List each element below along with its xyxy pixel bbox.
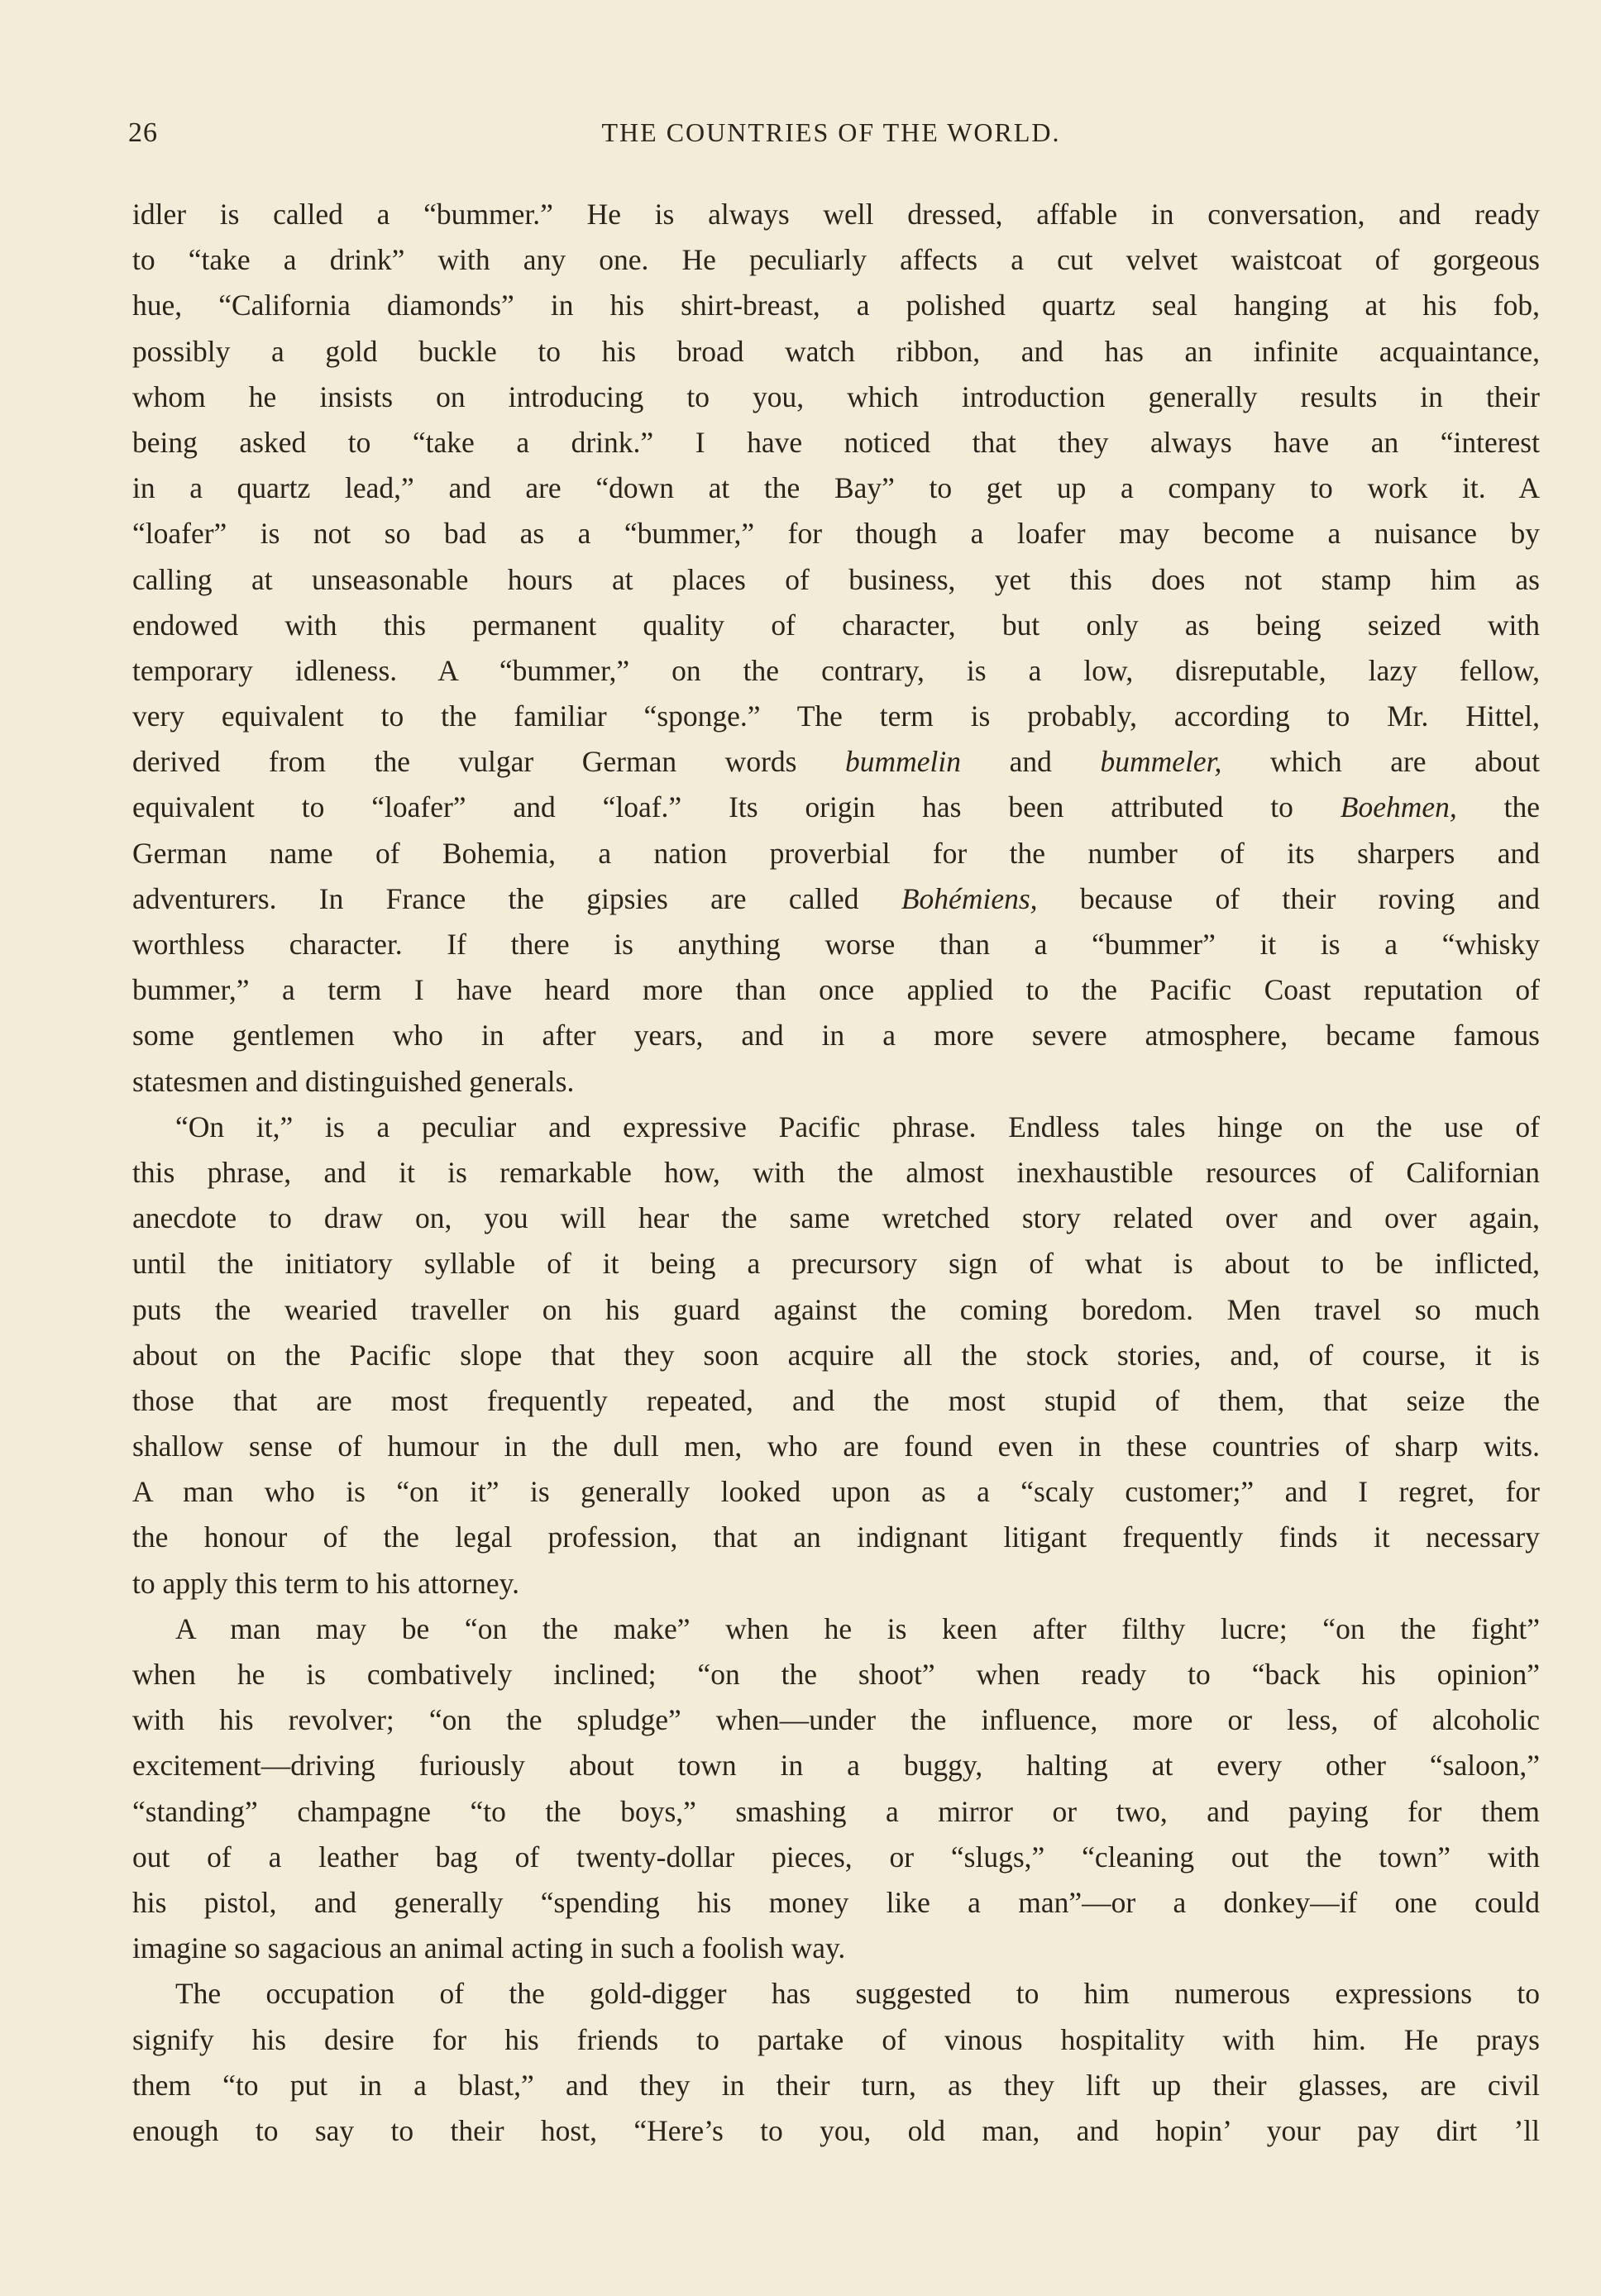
text-line: excitement—driving furiously about town in a buggy, halting at every other “saloon,”: [132, 1749, 1540, 1783]
text-line: about on the Pacific slope that they soon acquire all the stock stories, and, of course, it is: [132, 1338, 1540, 1372]
text-line: enough to say to their host, “Here’s to you, old man, and hopin’ your pay dirt ’ll: [132, 2113, 1540, 2147]
text-line: “On it,” is a peculiar and expressive Pacific phrase. Endless tales hinge on the use of: [175, 1110, 1540, 1143]
text-line: out of a leather bag of twenty-dollar pieces, or “slugs,” “cleaning out the town” with: [132, 1840, 1540, 1874]
page-number: 26: [128, 117, 158, 148]
text-line: [132, 785, 1540, 830]
text-line: anecdote to draw on, you will hear the same wretched story related over and over again,: [132, 1201, 1540, 1235]
running-title: THE COUNTRIES OF THE WORLD.: [601, 117, 1061, 147]
text-line: calling at unseasonable hours at places of business, yet this does not stamp him as: [132, 562, 1540, 596]
text-line: “loafer” is not so bad as a “bummer,” for though a loafer may become a nuisance by: [132, 517, 1540, 551]
text-line: in a quartz lead,” and are “down at the Bay” to get up a company to work it. A: [132, 471, 1540, 505]
text-line: “standing” champagne “to the boys,” smashing a mirror or two, and paying for them: [132, 1794, 1540, 1828]
text-line: puts the wearied traveller on his guard against the coming boredom. Men travel so much: [132, 1292, 1540, 1326]
italic-word: Bohémiens,: [901, 881, 1038, 915]
text-run: adventurers. In France the gipsies are called: [132, 881, 901, 915]
text-line: some gentlemen who in after years, and in a more severe atmosphere, became famous: [132, 1019, 1540, 1053]
text-line: temporary idleness. A “bummer,” on the contrary, is a low, disreputable, lazy fellow,: [132, 653, 1540, 687]
text-run: which are about: [1221, 745, 1540, 779]
italic-word: Boehmen,: [1340, 790, 1457, 824]
text-line: A man may be “on the make” when he is keen after filthy lucre; “on the fight”: [175, 1611, 1540, 1645]
text-line: very equivalent to the familiar “sponge.” The term is probably, according to Mr. Hittel,: [132, 699, 1540, 733]
text-line: worthless character. If there is anything worse than a “bummer” it is a “whisky: [132, 928, 1540, 961]
text-line: his pistol, and generally “spending his money like a man”—or a donkey—if one could: [132, 1885, 1540, 1919]
text-line: signify his desire for his friends to partake of vinous hospitality with him. He prays: [132, 2022, 1540, 2056]
text-line: this phrase, and it is remarkable how, with the almost inexhaustible resources of Californian: [132, 1155, 1540, 1189]
text-line: A man who is “on it” is generally looked upon as a “scaly customer;” and I regret, for: [132, 1475, 1540, 1509]
text-run: the: [1456, 790, 1540, 824]
text-run: and: [961, 745, 1101, 779]
text-line: bummer,” a term I have heard more than once applied to the Pacific Coast reputation of: [132, 973, 1540, 1007]
text-line: The occupation of the gold-digger has suggested to him numerous expressions to: [175, 1977, 1540, 2011]
text-line: to “take a drink” with any one. He peculiarly affects a cut velvet waistcoat of gorgeous: [132, 243, 1540, 277]
text-run: equivalent to “loafer” and “loaf.” Its origin has been attributed to: [132, 790, 1341, 824]
text-line: with his revolver; “on the spludge” when—under the influence, more or less, of alcoholic: [132, 1703, 1540, 1737]
text-line: those that are most frequently repeated, and the most stupid of them, that seize the: [132, 1383, 1540, 1417]
text-line: hue, “California diamonds” in his shirt-breast, a polished quartz seal hanging at his fob,: [132, 289, 1540, 322]
italic-word: bummeler,: [1100, 745, 1222, 779]
text-line: German name of Bohemia, a nation proverbial for the number of its sharpers and: [132, 836, 1540, 870]
text-line: being asked to “take a drink.” I have noticed that they always have an “interest: [132, 425, 1540, 459]
text-line: shallow sense of humour in the dull men, who are found even in these countries of sharp wits.: [132, 1430, 1540, 1463]
text-line: whom he insists on introducing to you, which introduction generally results in their: [132, 379, 1540, 413]
text-line: endowed with this permanent quality of character, but only as being seized with: [132, 608, 1540, 642]
text-line: possibly a gold buckle to his broad watch ribbon, and has an infinite acquaintance,: [132, 334, 1540, 368]
text-line: when he is combatively inclined; “on the shoot” when ready to “back his opinion”: [132, 1658, 1540, 1691]
text-line: them “to put in a blast,” and they in their turn, as they lift up their glasses, are civil: [132, 2068, 1540, 2102]
page-header: [128, 117, 1534, 154]
text-line: [132, 739, 1540, 785]
text-line: statesmen and distinguished generals.: [132, 1064, 575, 1098]
text-line: idler is called a “bummer.” He is always well dressed, affable in conversation, and ready: [132, 198, 1540, 231]
text-run: because of their roving and: [1037, 881, 1540, 915]
text-run: derived from the vulgar German words: [132, 745, 846, 779]
text-line: imagine so sagacious an animal acting in such a foolish way.: [132, 1931, 846, 1965]
body-text: [132, 192, 1540, 2154]
text-line: the honour of the legal profession, that an indignant litigant frequently finds it necessary: [132, 1520, 1540, 1554]
text-line: until the initiatory syllable of it being a precursory sign of what is about to be inflicted,: [132, 1247, 1540, 1281]
italic-word: bummelin: [845, 745, 962, 779]
text-line: to apply this term to his attorney.: [132, 1566, 520, 1600]
text-line: [132, 876, 1540, 922]
